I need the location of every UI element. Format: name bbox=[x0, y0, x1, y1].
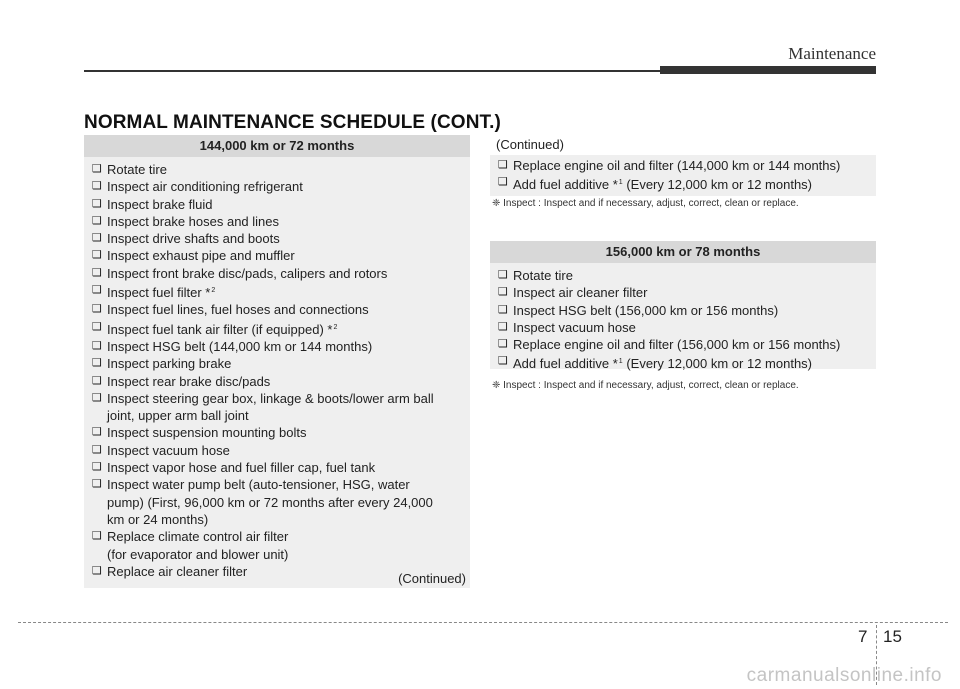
checkbox-square-icon: ❑ bbox=[92, 197, 102, 210]
checkbox-square-icon: ❑ bbox=[498, 355, 508, 368]
checklist-item-text: Inspect HSG belt (144,000 km or 144 months) bbox=[107, 338, 373, 354]
checklist-item bbox=[498, 157, 876, 174]
checklist-item-text: Inspect fuel tank air filter (if equipped) *$^2$ bbox=[107, 321, 338, 337]
footnote-marker: 1 bbox=[618, 358, 623, 366]
checklist-item-text: Inspect parking brake bbox=[107, 356, 232, 372]
footnote-marker: 1 bbox=[618, 179, 623, 187]
footnote-marker: 2 bbox=[211, 287, 216, 295]
checkbox-square-icon: ❑ bbox=[92, 530, 102, 543]
checklist-item-text: Inspect brake fluid bbox=[107, 196, 213, 212]
checkbox-square-icon: ❑ bbox=[92, 374, 102, 387]
checklist-item bbox=[92, 424, 470, 441]
checklist-item-text: Inspect rear brake disc/pads bbox=[107, 373, 271, 389]
checklist-item bbox=[92, 442, 470, 459]
checklist-item-text: Inspect vapor hose and fuel filler cap, fuel tank bbox=[107, 460, 376, 476]
checkbox-square-icon: ❑ bbox=[498, 320, 508, 333]
checkbox-square-icon: ❑ bbox=[92, 443, 102, 456]
checklist-item bbox=[92, 319, 470, 338]
checkbox-square-icon: ❑ bbox=[498, 286, 508, 299]
checklist-item bbox=[498, 319, 876, 336]
panel-heading: 156,000 km or 78 months bbox=[490, 241, 876, 263]
schedule-panel-continued bbox=[490, 135, 876, 192]
checkbox-square-icon: ❑ bbox=[92, 266, 102, 279]
checklist-item-text: Inspect fuel filter *$^2$ bbox=[107, 285, 216, 301]
checklist-item-text: Inspect brake hoses and lines bbox=[107, 213, 279, 229]
checklist-item bbox=[92, 196, 470, 213]
checkbox-square-icon: ❑ bbox=[92, 478, 102, 491]
checkbox-square-icon: ❑ bbox=[498, 303, 508, 316]
checkbox-square-icon: ❑ bbox=[92, 339, 102, 352]
checklist bbox=[84, 157, 470, 580]
checklist-item bbox=[92, 373, 470, 390]
checklist-item bbox=[92, 459, 470, 476]
continued-label: (Continued) bbox=[398, 571, 466, 586]
checklist-item-text: Inspect air conditioning refrigerant bbox=[107, 179, 303, 195]
chapter-number: 7 bbox=[858, 627, 868, 646]
checklist-item-text: Add fuel additive *$^1$ (Every 12,000 km or 12 months) bbox=[513, 356, 813, 372]
header-rule-thin bbox=[84, 70, 660, 72]
checklist-item-text: Inspect fuel lines, fuel hoses and connections bbox=[107, 302, 369, 318]
header-title: Maintenance bbox=[788, 44, 876, 63]
checklist bbox=[490, 155, 876, 196]
checklist-item bbox=[498, 353, 876, 372]
checkbox-square-icon: ❑ bbox=[498, 269, 508, 281]
checklist-item-text: Replace engine oil and filter (156,000 km or 156 months) bbox=[513, 337, 841, 353]
checklist-item bbox=[92, 282, 470, 301]
checklist-item bbox=[92, 476, 470, 528]
schedule-panel-144000 bbox=[84, 135, 470, 588]
checkbox-square-icon: ❑ bbox=[498, 338, 508, 351]
checkbox-square-icon: ❑ bbox=[498, 159, 508, 171]
checkbox-square-icon: ❑ bbox=[92, 357, 102, 370]
header-rule-thick bbox=[660, 66, 876, 74]
checklist-item-text: Inspect front brake disc/pads, calipers and rotors bbox=[107, 265, 388, 281]
footer-rule bbox=[18, 622, 948, 623]
page-number: 15 bbox=[883, 627, 902, 646]
checklist-item-text: Replace engine oil and filter (144,000 km or 144 months) bbox=[513, 158, 841, 173]
checkbox-square-icon: ❑ bbox=[92, 564, 102, 577]
checklist-item bbox=[92, 247, 470, 264]
checkbox-square-icon: ❑ bbox=[92, 426, 102, 439]
checklist-item-text: Inspect drive shafts and boots bbox=[107, 231, 280, 247]
continued-label: (Continued) bbox=[490, 135, 876, 155]
checklist-item-text: Inspect HSG belt (156,000 km or 156 months) bbox=[513, 302, 779, 318]
checklist-item-text: Inspect air cleaner filter bbox=[513, 285, 648, 301]
checklist-item-text: Inspect vacuum hose bbox=[107, 442, 230, 458]
footnote-marker: 2 bbox=[333, 323, 338, 331]
checklist-item bbox=[498, 267, 876, 284]
checklist-item-text: Inspect suspension mounting bolts bbox=[107, 425, 307, 441]
panel-heading: 144,000 km or 72 months bbox=[84, 135, 470, 157]
checklist-item-text: Inspect exhaust pipe and muffler bbox=[107, 248, 295, 264]
checkbox-square-icon: ❑ bbox=[92, 214, 102, 227]
checklist-item bbox=[92, 213, 470, 230]
checklist-item bbox=[92, 390, 470, 425]
checklist-item bbox=[92, 528, 470, 563]
checklist bbox=[490, 263, 876, 373]
inspect-note: ❈ Inspect : Inspect and if necessary, adjust, correct, clean or replace. bbox=[492, 198, 799, 209]
checklist-item-text: Add fuel additive *$^1$ (Every 12,000 km or 12 months) bbox=[513, 177, 813, 193]
checklist-item bbox=[92, 230, 470, 247]
checkbox-square-icon: ❑ bbox=[92, 391, 102, 404]
checklist-item bbox=[92, 301, 470, 318]
checklist-item-text: Inspect water pump belt (auto-tensioner, HSG, water pump) (First, 96,000 km or 72 months after every 24,000 km or 24 months) bbox=[107, 477, 433, 527]
checkbox-square-icon: ❑ bbox=[92, 320, 102, 333]
checklist-item bbox=[92, 355, 470, 372]
checkbox-square-icon: ❑ bbox=[92, 163, 102, 175]
checkbox-square-icon: ❑ bbox=[498, 176, 508, 189]
checkbox-square-icon: ❑ bbox=[92, 303, 102, 316]
checklist-item bbox=[498, 336, 876, 353]
checklist-item-text: Rotate tire bbox=[107, 162, 167, 177]
checklist-item bbox=[92, 265, 470, 282]
checklist-item bbox=[498, 174, 876, 193]
watermark: carmanualsonline.info bbox=[746, 665, 942, 686]
checklist-item bbox=[498, 284, 876, 301]
checklist-item bbox=[92, 161, 470, 178]
checklist-item bbox=[92, 338, 470, 355]
checklist-item-text: Inspect steering gear box, linkage & boots/lower arm ball joint, upper arm ball joint bbox=[107, 390, 434, 424]
checkbox-square-icon: ❑ bbox=[92, 284, 102, 297]
checklist-item bbox=[92, 178, 470, 195]
checkbox-square-icon: ❑ bbox=[92, 461, 102, 474]
section-title: NORMAL MAINTENANCE SCHEDULE (CONT.) bbox=[84, 112, 501, 133]
schedule-panel-156000 bbox=[490, 241, 876, 372]
checklist-item-text: Rotate tire bbox=[513, 268, 573, 283]
checkbox-square-icon: ❑ bbox=[92, 232, 102, 245]
checkbox-square-icon: ❑ bbox=[92, 249, 102, 262]
checklist-item-text: Replace climate control air filter (for evaporator and blower unit) bbox=[107, 529, 289, 562]
checkbox-square-icon: ❑ bbox=[92, 180, 102, 193]
checklist-item bbox=[498, 302, 876, 319]
inspect-note: ❈ Inspect : Inspect and if necessary, adjust, correct, clean or replace. bbox=[492, 380, 799, 391]
checklist-item-text: Replace air cleaner filter bbox=[107, 563, 248, 579]
checklist-item-text: Inspect vacuum hose bbox=[513, 319, 636, 335]
